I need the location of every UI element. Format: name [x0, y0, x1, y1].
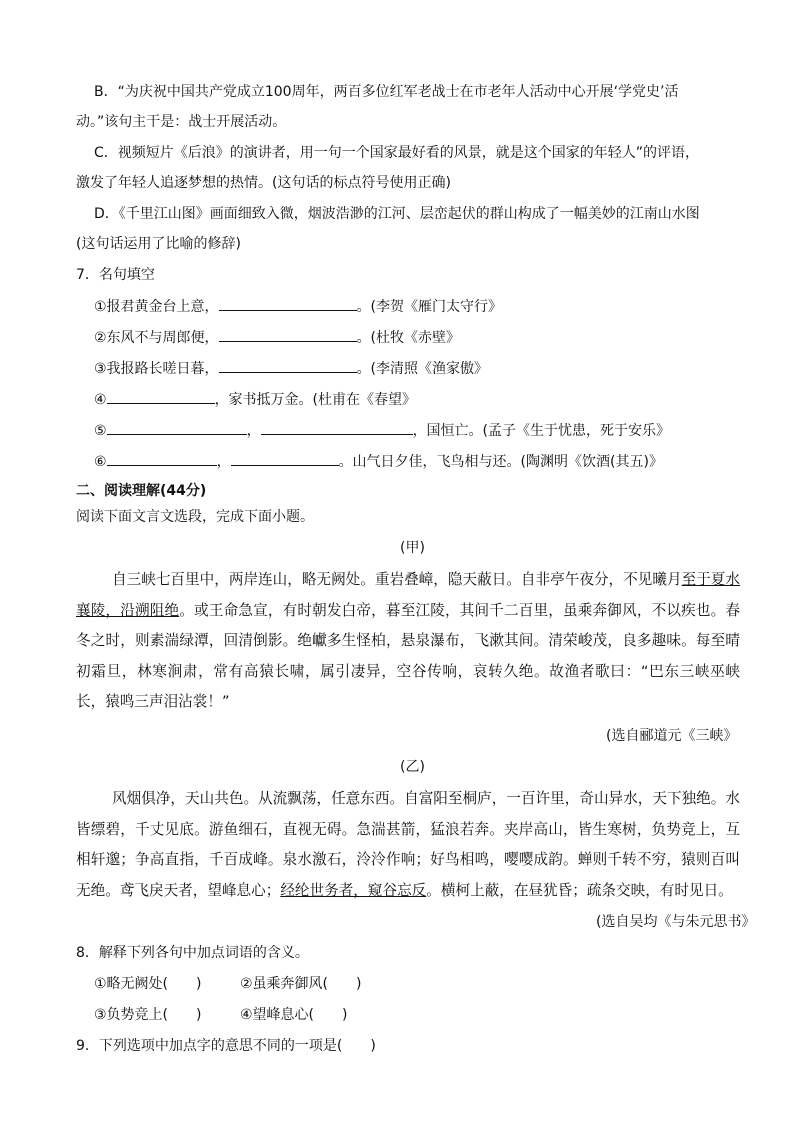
q8-item-1: ①略无阙处( )	[94, 976, 202, 992]
q6-option-d-line1: D．《千里江山图》画面细致入微，烟波浩渺的江河、层峦起伏的群山构成了一幅美妙的江南山水图	[94, 206, 700, 222]
section-instruction: 阅读下面文言文选段，完成下面小题。	[76, 509, 314, 525]
answer-blank[interactable]	[107, 420, 247, 435]
q7-item-4-pre: ④	[94, 392, 107, 408]
q7-item-4-post: ，家书抵万金。(杜甫在《春望》	[214, 392, 417, 408]
answer-blank[interactable]	[107, 389, 215, 404]
passage-a-source: (选自郦道元《三峡》	[606, 728, 738, 744]
q7-item-1-post: 。(李贺《雁门太守行》	[356, 299, 503, 315]
q7-item-1-pre: ①报君黄金台上意，	[94, 299, 219, 315]
q7-item-3-post: 。(李清照《渔家傲》	[356, 361, 489, 377]
answer-blank[interactable]	[219, 296, 357, 311]
passage-a-text	[76, 565, 740, 718]
passage-b-part1: 风烟俱净，天山共色。从流飘荡，任意东西。自富阳至桐庐，一百许里，奇山异水，天下独绝。水皆缥碧，千丈见底。游鱼细石，直视无碍。急湍甚箭，猛浪若奔。夹岸高山，皆生寒树，负势竞上，互相轩邈；争高直指，千百成峰。泉水激石，泠泠作响；好鸟相鸣，嘤嘤成韵。蝉则千转不穷，猿则百叫无绝。鸢飞戾天者，望峰息心；	[76, 790, 740, 899]
q7-title: 7．名句填空	[76, 267, 155, 283]
q7-item-5	[94, 420, 670, 441]
passage-a-underlined: 至于夏水襄陵，沿溯阻绝	[76, 571, 740, 619]
passage-a-part1: 自三峡七百里中，两岸连山，略无阙处。重岩叠嶂，隐天蔽日。自非亭午夜分，不见曦月	[112, 571, 682, 588]
answer-blank[interactable]	[107, 451, 217, 466]
q7-item-5-mid: ，	[246, 423, 261, 439]
q7-item-3-pre: ③我报路长嗟日暮，	[94, 361, 219, 377]
q7-item-2	[94, 327, 460, 348]
q7-item-6-post: 。山气日夕佳，飞鸟相与还。(陶渊明《饮酒(其五)》	[338, 454, 663, 470]
q7-item-3	[94, 358, 488, 379]
answer-blank[interactable]	[231, 451, 339, 466]
q7-item-4	[94, 389, 416, 410]
q6-option-b-line1: B．“为庆祝中国共产党成立100周年，两百多位红军老战士在市老年人活动中心开展‘学党史’活	[94, 84, 679, 100]
q6-option-c-line2: 激发了年轻人追逐梦想的热情。(这句话的标点符号使用正确)	[76, 175, 451, 191]
q7-item-2-pre: ②东风不与周郎便，	[94, 330, 219, 346]
answer-blank[interactable]	[219, 358, 357, 373]
q7-item-1	[94, 296, 502, 317]
answer-blank[interactable]	[261, 420, 413, 435]
q7-item-2-post: 。(杜牧《赤壁》	[356, 330, 461, 346]
passage-b-label: (乙)	[400, 759, 425, 775]
q9-title: 9．下列选项中加点字的意思不同的一项是( )	[76, 1038, 376, 1054]
passage-a-label: (甲)	[400, 540, 425, 556]
passage-b-source: (选自吴均《与朱元思书》	[596, 914, 756, 930]
q8-item-4: ④望峰息心( )	[240, 1007, 348, 1023]
passage-b-underlined: 经纶世务者，窥谷忘反	[280, 881, 427, 899]
q6-option-c-line1: C．视频短片《后浪》的演讲者，用一句一个国家最好看的风景，就是这个国家的年轻人”的评语，	[94, 145, 700, 161]
q7-item-5-post: ，国恒亡。(孟子《生于忧患，死于安乐》	[412, 423, 671, 439]
q7-item-6-mid: ，	[216, 454, 231, 470]
q6-option-b-line2: 动。”该句主干是：战士开展活动。	[76, 114, 287, 130]
section-heading: 二、阅读理解(44分)	[76, 483, 207, 499]
passage-a-part2: 。或王命急宣，有时朝发白帝，暮至江陵，其间千二百里，虽乘奔御风，不以疾也。春冬之时，则素湍绿潭，回清倒影。绝巘多生怪柏，悬泉瀑布，飞漱其间。清荣峻茂，良多趣味。每至晴初霜旦，林寒涧肃，常有高猿长啸，属引凄异，空谷传响，哀转久绝。故渔者歌曰：“巴东三峡巫峡长，猿鸣三声泪沾裳！”	[76, 601, 740, 711]
answer-blank[interactable]	[219, 327, 357, 342]
q8-item-3: ③负势竞上( )	[94, 1007, 202, 1023]
q7-item-5-pre: ⑤	[94, 423, 107, 439]
q8-item-2: ②虽乘奔御风( )	[240, 976, 362, 992]
q8-title: 8．解释下列各句中加点词语的含义。	[76, 945, 309, 961]
q7-item-6-pre: ⑥	[94, 454, 107, 470]
q7-item-6	[94, 451, 663, 472]
passage-b-text	[76, 784, 740, 906]
q6-option-d-line2: (这句话运用了比喻的修辞)	[76, 236, 241, 252]
passage-b-part2: 。横柯上蔽，在昼犹昏；疏条交映，有时见日。	[426, 881, 733, 899]
